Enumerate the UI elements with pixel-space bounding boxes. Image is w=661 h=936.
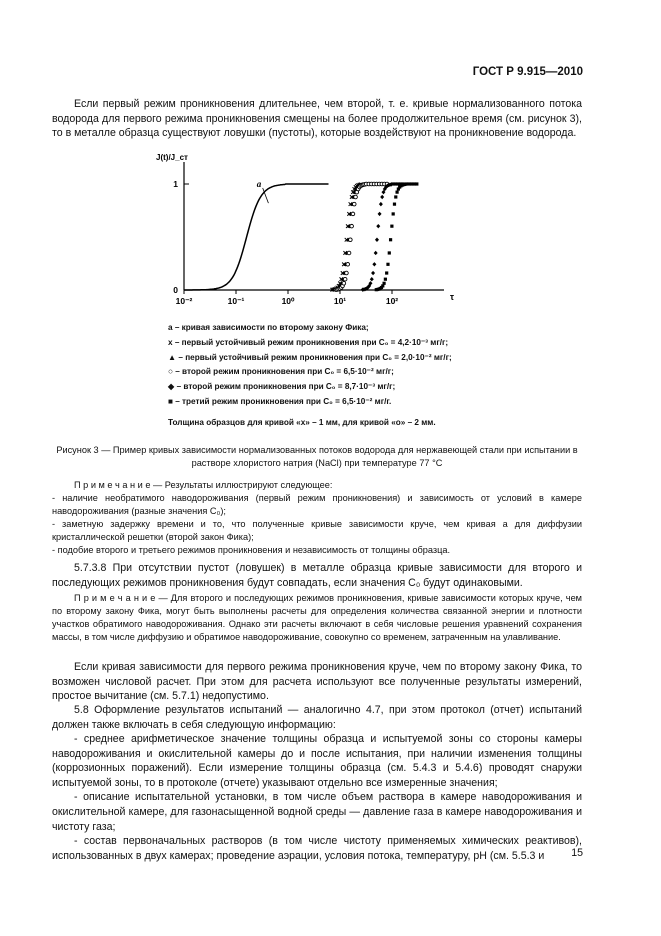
legend-item: ■ – третий режим проникновения при C₀ = 6,5·10⁻² мг/г. (168, 396, 392, 406)
legend-item: ○ – второй режим проникновения при C₀ = 6,5·10⁻² мг/г; (168, 367, 394, 377)
data-point (346, 263, 350, 267)
series-3 (334, 182, 389, 291)
y-tick-label: 1 (173, 179, 178, 189)
chart-legend (168, 321, 452, 431)
data-point (415, 182, 418, 185)
data-point (345, 271, 349, 275)
data-point (354, 195, 358, 199)
data-point (374, 251, 378, 255)
x-tick-label: 10⁻¹ (227, 296, 245, 306)
series-2 (332, 182, 365, 291)
figure-caption: Рисунок 3 — Пример кривых зависимости нормализованных потоков водорода для нержавеющей стали при испытании в растворе хлористого натрия (NaCl) при температуре 77 °C (56, 445, 578, 468)
data-point (347, 251, 351, 255)
series-0 (184, 179, 329, 290)
list-item: - состав первоначальных растворов (в том числе чистоту применяемых химических реактивов), использованных в двух камерах; проведение аэрации, условия потока, температуру, pH (см. 5.5.3 и (52, 835, 582, 862)
legend-item: ◆ – второй режим проникновения при C₀ = 8,7·10⁻³ мг/г; (168, 382, 396, 392)
data-point (343, 277, 347, 281)
y-axis-label: J(t)/J_ст (156, 153, 188, 162)
clause-5-7-3-8: 5.7.3.8 При отсутствии пустот (ловушек) в металле образца кривые зависимости для второго и последующих режимов проникновения будут совпадать, если значения C₀ будут одинаковыми. (52, 562, 582, 589)
report-requirements-list (52, 732, 582, 863)
data-point (342, 281, 346, 285)
data-point (350, 224, 354, 228)
y-tick-label: 0 (173, 285, 178, 295)
x-tick-label: 10⁻² (175, 296, 193, 306)
document-header: ГОСТ Р 9.915—2010 (472, 66, 583, 78)
legend-item: x – первый устойчивый режим проникновения при C₀ = 4,2·10⁻³ мг/г; (168, 337, 449, 347)
note-item: - заметную задержку времени и то, что полученные кривые зависимости круче, чем кривая a для диффузии кристаллической решетки (второй закон Фика); (52, 519, 582, 542)
legend-thickness-note: Толщина образцов для кривой «x» – 1 мм, для кривой «o» – 2 мм. (168, 417, 436, 427)
data-point (384, 278, 387, 281)
data-point (395, 191, 398, 194)
curve-label: a (256, 179, 262, 189)
data-point (375, 238, 379, 242)
data-point (376, 224, 380, 228)
data-point (394, 195, 397, 198)
note-item: - подобие второго и третьего режимов проникновения и независимость от толщины образца. (52, 545, 451, 555)
list-item: - среднее арифметическое значение толщины образца и испытуемой зоны со стороны камеры наводороживания и окислительной камеры до и после испытания, при наличии изменения толщины (коррозионных поражений). Если измерение толщины образца (см. 5.4.3 и 5.4.6) проводят снаружи испытуемой зоны, то в протоколе (отчете) указывают отдельно все измеренные значения; (52, 733, 582, 789)
data-point (352, 202, 356, 206)
x-tick-label: 10² (385, 296, 399, 306)
data-point (351, 212, 355, 216)
data-point (388, 251, 391, 254)
data-point (370, 277, 374, 281)
data-point (393, 203, 396, 206)
data-point (392, 212, 395, 215)
legend-item: a – кривая зависимости по второму закону Фика; (168, 323, 369, 332)
series-4 (361, 182, 405, 292)
data-point (378, 212, 382, 216)
data-point (386, 263, 389, 266)
data-point (380, 195, 384, 199)
data-point (349, 238, 353, 242)
data-point (372, 262, 376, 266)
note-lead: П р и м е ч а н и е — Результаты иллюстрируют следующее: (74, 480, 333, 490)
note-item: - наличие необратимого наводороживания (первый режим проникновения) и зависимость от условий в камере наводороживания (разные значения C₀); (52, 493, 582, 516)
legend-item: ▲ – первый устойчивый режим проникновения при C₀ = 2,0·10⁻² мг/г; (168, 352, 452, 362)
page-number: 15 (571, 847, 583, 859)
data-point (389, 238, 392, 241)
list-item: - описание испытательной установки, в том числе объем раствора в камере наводороживания и окислительной камере, для газонасыщенной водной среды — давление газа в камере наводороживания и чистоту газа; (52, 791, 582, 833)
x-axis-label: τ (450, 292, 455, 302)
note-calculations: П р и м е ч а н и е — Для второго и последующих режимов проникновения, кривые зависимости которых круче, чем по второму закону Фика, могут быть выполнены расчеты для определения количества связанной энергии и плотности участков обратимого наводороживания. Однако эти расчеты включают в себя числовые решения уравнений сохранения массы, в том числе диффузию и обратимое наводороживание, совокупно со временем, затраченным на улавливание. (52, 593, 582, 642)
data-point (371, 271, 375, 275)
series-line (184, 184, 329, 290)
x-tick-label: 10¹ (333, 296, 347, 306)
intro-paragraph: Если первый режим проникновения длительнее, чем второй, т. е. кривые нормализованного потока водорода для первого режима проникновения смещены на более продолжительное время (см. рисунок 3), то в металле образца существуют ловушки (пустоты), которые воздействуют на проникновение водорода. (52, 98, 582, 140)
series-5 (375, 182, 419, 291)
paragraph-steep-curve: Если кривая зависимости для первого режима проникновения круче, чем по второму закону Фика, то возможен числовой расчет. При этом для расчета используют все полученные результаты измерений, простое вычитание (см. 5.7.1) недопустимо. (52, 661, 582, 703)
clause-5-8: 5.8 Оформление результатов испытаний — аналогично 4.7, при этом протокол (отчет) испытаний должен также включать в себя следующую информацию: (52, 704, 582, 731)
x-tick-label: 10⁰ (281, 296, 295, 306)
data-point (385, 271, 388, 274)
data-point (379, 202, 383, 206)
note-results (52, 479, 582, 557)
data-point (382, 282, 385, 285)
hydrogen-flux-chart (150, 148, 460, 318)
data-point (390, 225, 393, 228)
